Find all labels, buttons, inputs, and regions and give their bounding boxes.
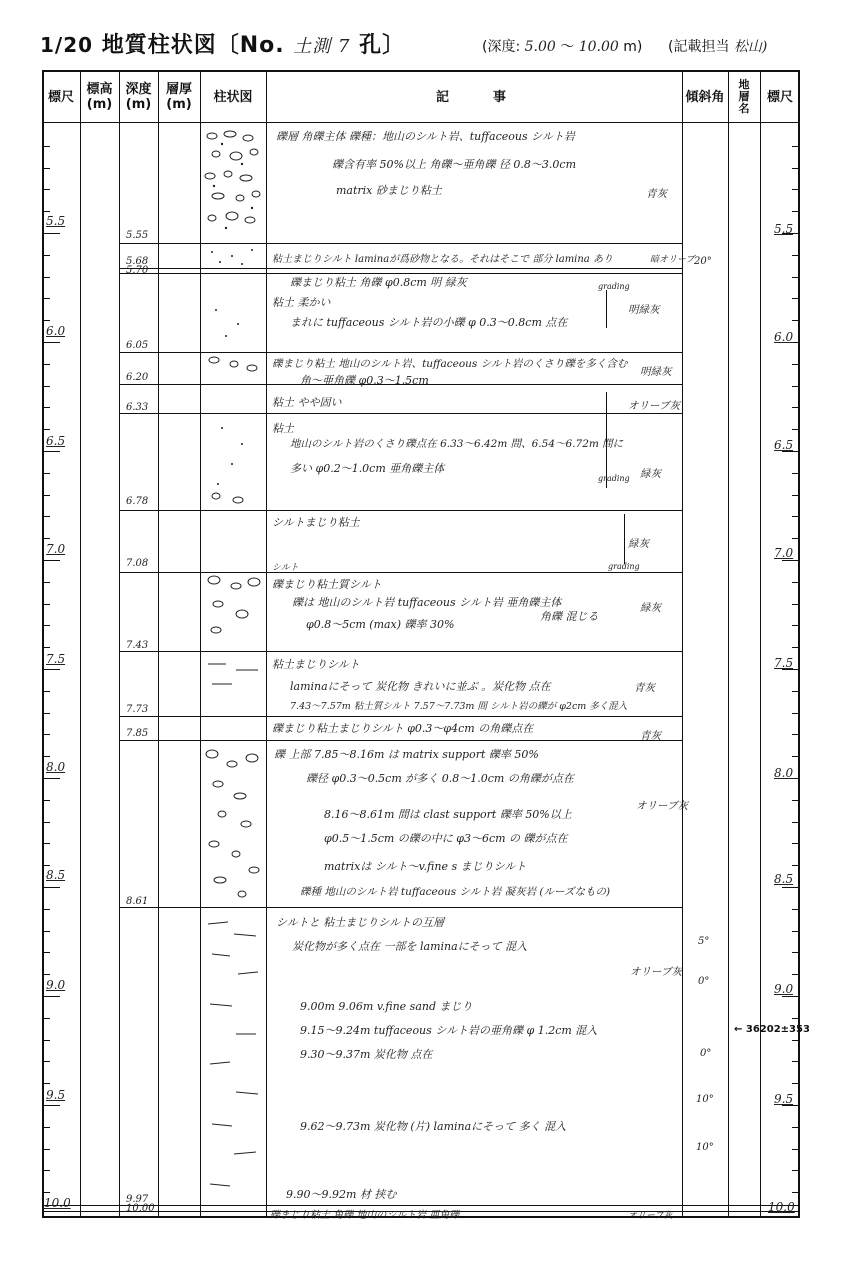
scale-tick [42,298,50,299]
scale-tick [792,865,800,866]
scale-tick [42,1040,50,1041]
scale-tick [42,843,50,844]
header-thickness: 層厚 (m) [165,82,192,112]
scale-tick [42,625,50,626]
scale-tick [42,1018,50,1019]
scale-tick [42,931,50,932]
scale-tick [792,1040,800,1041]
scale-tick [792,1083,800,1084]
scale-tick [792,756,800,757]
scale-label-right: 8.0 [774,766,794,780]
scale-tick [792,1127,800,1128]
scale-tick [42,233,60,234]
scale-tick [782,560,800,561]
c14-age: ← 36202±353 [734,1024,810,1035]
color-note: 青灰 [634,682,655,694]
depth-label: 6.20 [126,372,149,383]
desc-line: 角～亜角礫 φ0.3～1.5cm [300,374,429,387]
scale-tick [42,952,50,953]
divider [728,70,729,1218]
scale-tick [42,865,50,866]
desc-line: matrixは シルト～v.fine s まじりシルト [324,860,527,873]
dip-angle: 20° [694,256,712,267]
desc-line: 9.00m 9.06m v.fine sand まじり [300,1000,473,1013]
depth-label: 7.85 [126,728,149,739]
scale-tick [792,320,800,321]
desc-line: 粘土まじりシルト laminaが爲砂物となる。それはそこで 部分 lamina あり [272,254,613,265]
scale-tick [42,734,50,735]
desc-line: 9.90～9.92m 材 挟む [286,1188,397,1201]
recorder-label: (記載担当 [668,39,730,55]
scale-tick [792,647,800,648]
grading-note: grading [598,474,630,483]
desc-line: 礫層 角礫主体 礫種：地山のシルト岩、tuffaceous シルト岩 [276,130,575,143]
desc-line: 礫は 地山のシルト岩 tuffaceous シルト岩 亜角礫主体 [292,596,562,609]
header-elevation: 標高 (m) [86,82,113,112]
desc-line: 9.15～9.24m tuffaceous シルト岩の亜角礫 φ 1.2cm 混入 [300,1024,598,1037]
header-description: 記 事 [435,89,512,105]
scale-tick [42,429,50,430]
depth-prefix: (深度: [482,39,521,55]
scale-tick [792,298,800,299]
scale-tick [42,451,60,452]
dip-angle: 5° [698,936,710,947]
scale-tick [42,887,60,888]
scale-tick [792,189,800,190]
desc-line: 粘土 やや固い [272,396,342,409]
scale-tick [792,407,800,408]
dip-angle: 10° [696,1142,714,1153]
scale-tick [42,168,50,169]
depth-label: 6.05 [126,340,149,351]
color-note: 明緑灰 [628,304,660,316]
scale-label-left: 6.5 [46,434,66,448]
scale-label-right: 8.5 [774,872,794,886]
desc-line: matrix 砂まじり粘土 [336,184,442,197]
scale-tick [792,255,800,256]
scale-tick [42,800,50,801]
scale-tick [42,211,50,212]
scale-tick [42,756,50,757]
scale-tick [42,255,50,256]
scale-tick [42,669,60,670]
scale-tick [42,342,60,343]
depth-sep: ～ [560,39,575,55]
desc-line: 地山のシルト岩のくさり礫点在 6.33～6.42m 間、6.54～6.72m 間に [290,438,624,450]
scale-tick [792,473,800,474]
grading-arrow [606,290,607,328]
scale-tick [792,822,800,823]
scale-tick [792,277,800,278]
lithology-column [202,124,264,1216]
scale-tick [42,1061,50,1062]
scale-label-right: 9.0 [774,982,794,996]
desc-line: まれに tuffaceous シルト岩の小礫 φ 0.3～0.8cm 点在 [290,316,568,329]
scale-tick [792,1170,800,1171]
scale-tick [792,538,800,539]
dip-angle: 10° [696,1094,714,1105]
scale-tick [792,713,800,714]
scale-tick [42,778,60,779]
desc-line: シルトまじり粘土 [272,516,360,529]
scale-tick [42,647,50,648]
recorder-name: 松山) [733,39,768,55]
scale-label-right: 6.5 [774,438,794,452]
color-note: オリーブ灰 [628,1211,673,1221]
desc-line: 礫まじり粘土 角礫 φ0.8cm 明 緑灰 [290,276,467,289]
scale-tick [42,996,60,997]
scale-tick [42,604,50,605]
scale-tick [792,974,800,975]
scale-tick [782,887,800,888]
scale-label-right: 7.0 [774,546,794,560]
desc-line: 多い φ0.2～1.0cm 亜角礫主体 [290,462,445,475]
scale-tick [42,364,50,365]
desc-line: 粘土 柔かい [272,296,331,309]
dip-angle: 0° [698,976,710,987]
scale-tick [792,931,800,932]
scale-tick [42,560,60,561]
depth-to: 10.00 [578,39,619,55]
color-note: オリーブ灰 [628,400,680,412]
scale-tick [792,1149,800,1150]
scale-tick [42,909,50,910]
depth-label: 9.97 [126,1194,149,1205]
scale-tick [792,734,800,735]
desc-line: 8.16～8.61m 間は clast support 礫率 50%以上 [324,808,572,821]
desc-line: laminaにそって 炭化物 きれいに並ぶ 。炭化物 点在 [290,680,551,693]
depth-from: 5.00 [524,39,556,55]
desc-line: φ0.8～5cm (max) 礫率 30% [306,618,455,631]
color-note: 青灰 [640,730,661,742]
header-scale-right: 標尺 [766,89,793,105]
scale-tick [792,691,800,692]
scale-label-left: 9.5 [46,1088,66,1102]
scale-tick [42,1192,50,1193]
color-note: オリーブ灰 [630,966,682,978]
scale-label-right: 5.5 [774,222,794,236]
color-note: オリーブ灰 [636,800,688,812]
scale-label-right: 6.0 [774,330,794,344]
divider [682,70,683,1218]
recorder [668,36,767,56]
depth-unit: m) [623,39,643,55]
scale-tick [792,1061,800,1062]
grading-arrow [624,514,625,564]
grading-note: grading [598,282,630,291]
color-note: 暗オリーブ [650,255,695,265]
depth-label: 7.73 [126,704,149,715]
scale-tick [42,189,50,190]
depth-range [482,36,642,56]
scale-label-left: 9.0 [46,978,66,992]
scale-label-left: 7.5 [46,652,66,666]
header-dip: 傾斜角 [685,89,725,105]
scale-tick [792,800,800,801]
scale-tick [792,952,800,953]
hole-id: 土測 7 [293,36,351,57]
desc-line: 礫種 地山のシルト岩 tuffaceous シルト岩 凝灰岩 (ルーズなもの) [300,886,611,898]
scale-tick [792,211,800,212]
scale-label-right: 7.5 [774,656,794,670]
desc-line: 礫径 φ0.3～0.5cm が多く 0.8～1.0cm の角礫が点在 [306,772,574,785]
scale-tick [42,538,50,539]
scale-label-left: 8.5 [46,868,66,882]
scale-label-left: 7.0 [46,542,66,556]
divider [80,70,81,1218]
color-note: 明緑灰 [640,366,672,378]
desc-line: 礫含有率 50%以上 角礫～亜角礫 径 0.8～3.0cm [332,158,577,171]
scale-tick [792,168,800,169]
scale-tick [42,146,50,147]
scale-label-right: 9.5 [774,1092,794,1106]
depth-label: 5.70 [126,265,149,276]
scale-tick [42,320,50,321]
desc-line: 角礫 混じる [540,610,599,623]
header-column: 柱状図 [213,89,253,105]
depth-label: 5.55 [126,230,149,241]
header-rule [42,122,800,123]
scale-tick [792,909,800,910]
scale-tick [42,822,50,823]
dip-angle: 0° [700,1048,712,1059]
color-note: 青灰 [646,188,667,200]
scale-label-right: 10.0 [768,1200,795,1214]
desc-line: 粘土 [272,422,294,435]
scale-tick [792,1018,800,1019]
scale-tick [42,1083,50,1084]
scale-tick [792,429,800,430]
sheet-title [40,28,405,59]
scale-tick [42,1105,60,1106]
scale-tick [792,386,800,387]
depth-label: 8.61 [126,896,149,907]
header-formation: 地 層 名 [738,78,750,115]
header-depth: 深度 (m) [125,82,152,112]
scale-tick [792,516,800,517]
desc-line: シルト [272,563,299,573]
depth-label: 6.33 [126,402,149,413]
scale-ratio: 1/20 [40,33,94,57]
scale-tick [792,843,800,844]
desc-line: シルトと 粘土まじりシルトの互層 [276,916,444,929]
scale-tick [792,582,800,583]
color-note: 緑灰 [640,468,661,480]
scale-tick [42,691,50,692]
desc-line: 礫まじり粘土質シルト [272,578,382,591]
desc-line: 礫まじり粘土 地山のシルト岩、tuffaceous シルト岩のくさり礫を多く含む [272,358,628,370]
depth-label: 5.68 [126,256,149,267]
scale-tick [42,1127,50,1128]
scale-tick [42,407,50,408]
desc-line: 粘土まじりシルト [272,658,360,671]
scale-tick [782,996,800,997]
desc-line: 礫 上部 7.85～8.16m は matrix support 礫率 50% [274,748,539,761]
hole-suffix: 孔〕 [359,33,406,58]
color-note: 緑灰 [640,602,661,614]
desc-line: 9.30～9.37m 炭化物 点在 [300,1048,433,1061]
divider [760,70,761,1218]
desc-line: 炭化物が多く点在 一部を laminaにそって 混入 [292,940,528,953]
scale-tick [792,364,800,365]
desc-line: 7.43～7.57m 粘土質シルト 7.57～7.73m 間 シルト岩の礫が φ2cm 多く混入 [290,701,628,712]
scale-tick [42,473,50,474]
scale-tick [42,495,50,496]
header-scale-left: 標尺 [47,89,74,105]
desc-line: 9.62～9.73m 炭化物 (片) laminaにそって 多く 混入 [300,1120,567,1133]
depth-label: 7.08 [126,558,149,569]
scale-label-left: 8.0 [46,760,66,774]
desc-line: 礫まじり粘土 角礫 地山のシルト岩 亜角礫 [270,1210,460,1221]
depth-label: 7.43 [126,640,149,651]
scale-tick [42,713,50,714]
depth-label: 10.00 [126,1203,155,1214]
title-text: 地質柱状図〔No. [101,33,285,58]
scale-tick [42,386,50,387]
scale-label-left: 6.0 [46,324,66,338]
scale-tick [792,604,800,605]
scale-tick [792,495,800,496]
scale-tick [42,277,50,278]
scale-tick [792,1192,800,1193]
grading-note: grading [608,562,640,571]
scale-tick [42,1149,50,1150]
desc-line: φ0.5～1.5cm の礫の中に φ3～6cm の 礫が点在 [324,832,568,845]
scale-label-left: 5.5 [46,214,66,228]
scale-label-left: 10.0 [44,1196,71,1210]
scale-tick [42,974,50,975]
scale-tick [792,625,800,626]
scale-tick [42,1170,50,1171]
color-note: 緑灰 [628,538,649,550]
scale-tick [42,582,50,583]
depth-label: 6.78 [126,496,149,507]
scale-tick [792,146,800,147]
scale-tick [42,516,50,517]
desc-line: 礫まじり粘土まじりシルト φ0.3～φ4cm の角礫点在 [272,722,534,735]
